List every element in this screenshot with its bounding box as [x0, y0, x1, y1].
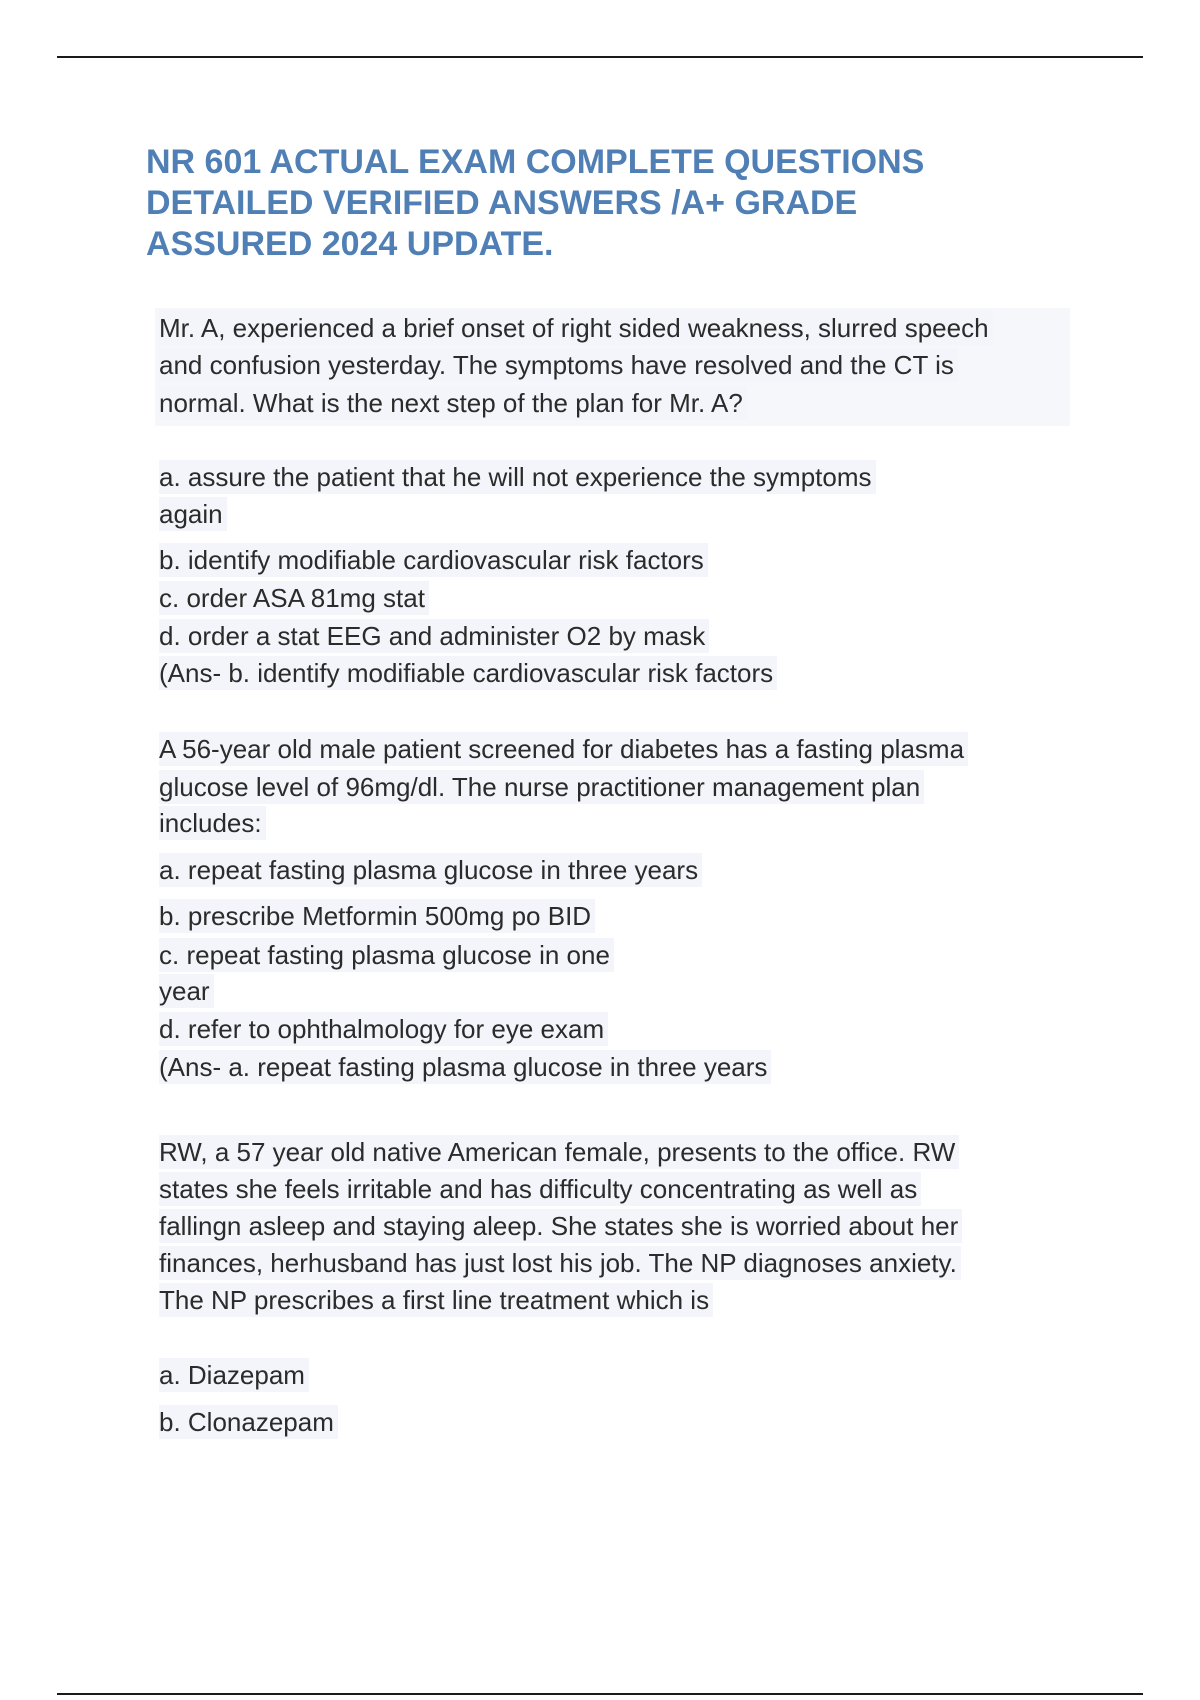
title-line: DETAILED VERIFIED ANSWERS /A+ GRADE: [146, 184, 858, 222]
question-2-option-a: a. repeat fasting plasma glucose in three years: [159, 855, 702, 885]
question-1-option-c: c. order ASA 81mg stat: [159, 583, 429, 613]
question-3-option-b: b. Clonazepam: [159, 1407, 338, 1437]
question-1-stem-line: Mr. A, experienced a brief onset of right sided weakness, slurred speech: [159, 313, 993, 343]
question-3-option-a: a. Diazepam: [159, 1360, 309, 1390]
question-3-stem-line: fallingn asleep and staying aleep. She states she is worried about her: [159, 1211, 962, 1241]
question-1-option-d: d. order a stat EEG and administer O2 by mask: [159, 621, 709, 651]
question-2-stem-line: A 56-year old male patient screened for diabetes has a fasting plasma: [159, 734, 968, 764]
question-2-option-c-continued: year: [159, 976, 214, 1006]
question-1-stem-line: normal. What is the next step of the plan for Mr. A?: [159, 388, 747, 418]
question-1-option-a-continued: again: [159, 499, 227, 529]
bottom-rule: [57, 1693, 1143, 1695]
question-1-stem-line: and confusion yesterday. The symptoms have resolved and the CT is: [159, 350, 958, 380]
question-1-option-b: b. identify modifiable cardiovascular risk factors: [159, 545, 708, 575]
question-3-stem-line: RW, a 57 year old native American female, presents to the office. RW: [159, 1137, 959, 1167]
question-1-option-a: a. assure the patient that he will not experience the symptoms: [159, 462, 876, 492]
document-title: [146, 142, 1046, 265]
question-2-option-b: b. prescribe Metformin 500mg po BID: [159, 901, 595, 931]
title-line: ASSURED 2024 UPDATE.: [146, 225, 554, 263]
title-line: NR 601 ACTUAL EXAM COMPLETE QUESTIONS: [146, 143, 925, 181]
question-2-stem-line: includes:: [159, 808, 266, 838]
question-3-stem-line: The NP prescribes a first line treatment which is: [159, 1285, 713, 1315]
question-2-stem-line: glucose level of 96mg/dl. The nurse practitioner management plan: [159, 772, 924, 802]
question-2-answer: (Ans- a. repeat fasting plasma glucose in three years: [159, 1052, 771, 1082]
question-2-option-c: c. repeat fasting plasma glucose in one: [159, 940, 614, 970]
question-1-answer: (Ans- b. identify modifiable cardiovascular risk factors: [159, 658, 777, 688]
top-rule: [57, 56, 1143, 58]
question-2-option-d: d. refer to ophthalmology for eye exam: [159, 1014, 608, 1044]
question-3-stem-line: states she feels irritable and has difficulty concentrating as well as: [159, 1174, 921, 1204]
question-3-stem-line: finances, herhusband has just lost his job. The NP diagnoses anxiety.: [159, 1248, 961, 1278]
